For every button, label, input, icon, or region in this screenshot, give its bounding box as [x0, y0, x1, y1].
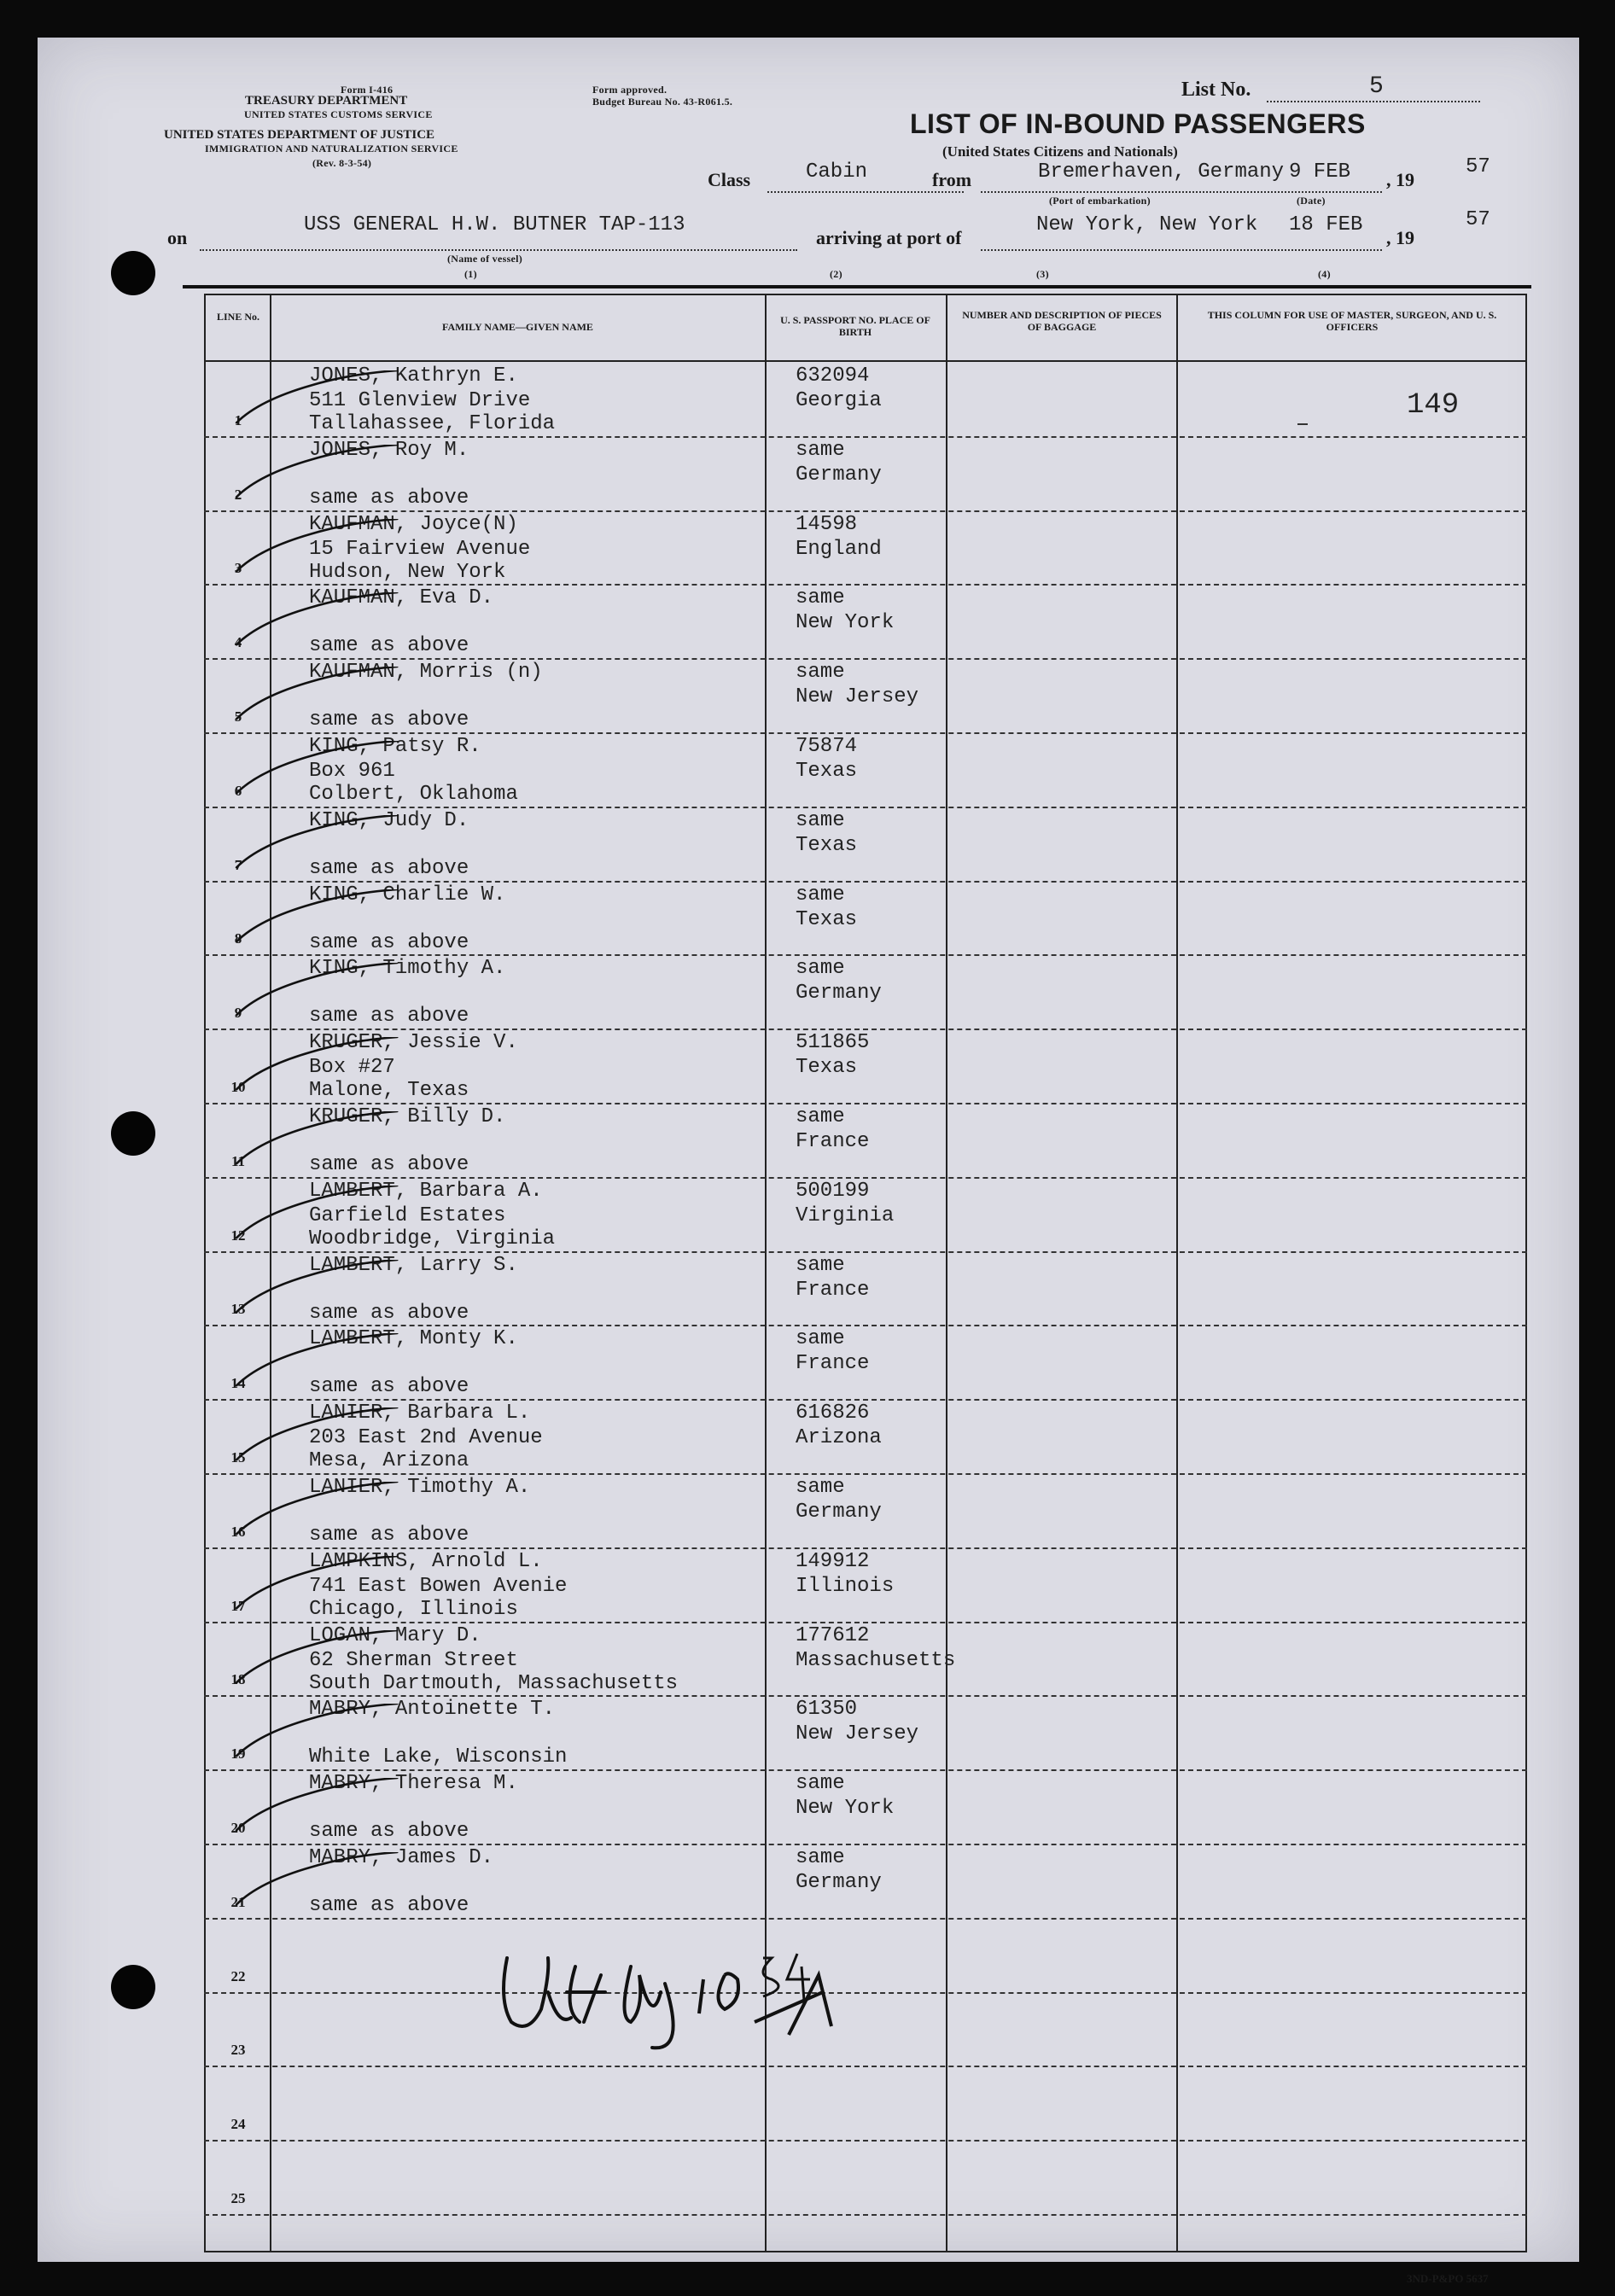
place-of-birth: Virginia [796, 1203, 895, 1227]
col-num-3: (3) [1036, 268, 1049, 280]
place-of-birth: Massachusetts [796, 1648, 956, 1672]
year-prefix-2: , 19 [1386, 227, 1414, 248]
passenger-address-line-2: same as above [309, 930, 469, 954]
place-of-birth: Texas [796, 760, 858, 783]
passport-number: 75874 [796, 735, 858, 758]
passport-number: 632094 [796, 364, 870, 388]
row-divider [204, 1918, 1527, 1920]
list-no-line [1267, 101, 1480, 102]
header-passport: U. S. PASSPORT NO. PLACE OF BIRTH [780, 314, 930, 338]
justice-dept: UNITED STATES DEPARTMENT OF JUSTICE [164, 128, 435, 142]
line-number: 25 [230, 2190, 246, 2206]
date-caption: (Date) [1297, 195, 1326, 207]
embark-port: Bremerhaven, Germany [1038, 160, 1285, 184]
place-of-birth: New Jersey [796, 1722, 919, 1746]
passenger-address-line-2: same as above [309, 634, 469, 658]
passenger-address-line-2: Tallahassee, Florida [309, 412, 556, 435]
page-title: LIST OF IN-BOUND PASSENGERS [910, 108, 1366, 139]
line-number: 19 [230, 1745, 246, 1763]
passenger-name: KRUGER, Billy D. [309, 1105, 506, 1128]
passenger-address-line-2: Chicago, Illinois [309, 1597, 518, 1621]
arrival-date: 18 FEB [1289, 213, 1363, 236]
passport-number: same [796, 808, 845, 832]
passenger-name: KING, Timothy A. [309, 957, 506, 981]
passenger-address-line-2: same as above [309, 1820, 469, 1844]
line-number: 22 [230, 1967, 246, 1984]
line-number: 18 [230, 1671, 246, 1688]
embark-caption: (Port of embarkation) [1049, 195, 1151, 207]
passport-number: same [796, 957, 845, 981]
passenger-address-line-1: 15 Fairview Avenue [309, 537, 531, 561]
header-line-no: LINE No. [216, 311, 259, 323]
header-name: FAMILY NAME—GIVEN NAME [442, 321, 593, 333]
from-label: from [932, 169, 972, 190]
passport-number: same [796, 586, 845, 610]
class-line [767, 191, 964, 193]
list-no-value: 5 [1369, 73, 1384, 100]
place-of-birth: Germany [796, 463, 882, 487]
passenger-name: LAMBERT, Barbara A. [309, 1179, 543, 1203]
passport-number: same [796, 1476, 845, 1499]
line-number: 6 [234, 782, 242, 799]
passenger-address-line-2: same as above [309, 1375, 469, 1399]
line-number: 12 [230, 1227, 246, 1244]
on-label: on [167, 227, 188, 248]
place-of-birth: Arizona [796, 1426, 882, 1450]
passenger-address-line-2: same as above [309, 1524, 469, 1547]
list-no-label: List No. [1181, 79, 1251, 101]
from-line [981, 191, 1382, 193]
line-number: 24 [230, 2116, 246, 2133]
col-num-4: (4) [1318, 268, 1331, 280]
passenger-address-line-2: White Lake, Wisconsin [309, 1745, 568, 1769]
passport-number: same [796, 883, 845, 906]
passenger-address-line-1: Box #27 [309, 1056, 395, 1080]
class-value: Cabin [806, 160, 868, 184]
revision-date: (Rev. 8-3-54) [312, 157, 372, 169]
treasury-dept: TREASURY DEPARTMENT [245, 94, 408, 108]
line-number: 20 [230, 1820, 246, 1836]
departure-date: 9 FEB [1289, 160, 1351, 184]
line-number: 5 [234, 708, 242, 725]
passenger-address-line-2: same as above [309, 708, 469, 732]
place-of-birth: France [796, 1278, 870, 1302]
vessel-name: USS GENERAL H.W. BUTNER TAP-113 [304, 213, 685, 236]
departure-year: 57 [1466, 155, 1490, 178]
line-number: 8 [234, 930, 242, 947]
customs-service: UNITED STATES CUSTOMS SERVICE [244, 108, 433, 120]
passport-number: same [796, 438, 845, 462]
passport-number: 511865 [796, 1031, 870, 1055]
handwritten-signature [481, 1941, 925, 2052]
line-number: 16 [230, 1523, 246, 1540]
place-of-birth: Georgia [796, 389, 882, 412]
passenger-name: LAMPKINS, Arnold L. [309, 1549, 543, 1573]
passport-number: 149912 [796, 1549, 870, 1573]
passenger-name: KAUFMAN, Eva D. [309, 586, 494, 610]
place-of-birth: France [796, 1352, 870, 1376]
passenger-address-line-2: same as above [309, 856, 469, 880]
place-of-birth: Germany [796, 982, 882, 1005]
line-number: 17 [230, 1597, 246, 1614]
passenger-name: LANIER, Timothy A. [309, 1476, 531, 1499]
manifest-sheet [38, 38, 1579, 2285]
line-number: 15 [230, 1449, 246, 1466]
passport-number: 616826 [796, 1401, 870, 1425]
place-of-birth: England [796, 537, 882, 561]
arrival-year: 57 [1466, 208, 1490, 231]
passenger-name: KAUFMAN, Morris (n) [309, 661, 543, 685]
place-of-birth: New York [796, 611, 895, 635]
place-of-birth: Illinois [796, 1574, 895, 1598]
passenger-address-line-2: same as above [309, 1301, 469, 1325]
row-divider [204, 2214, 1527, 2216]
header-officers: THIS COLUMN FOR USE OF MASTER, SURGEON, AND U. S. OFFICERS [1207, 309, 1497, 333]
footer-code: 3ND-P&PO 5637 [1407, 2272, 1489, 2285]
passenger-name: MABRY, Antoinette T. [309, 1698, 556, 1722]
passenger-address-line-1: Garfield Estates [309, 1203, 506, 1227]
row-divider [204, 2140, 1527, 2142]
punch-hole-middle [111, 1111, 155, 1156]
line-number: 10 [230, 1079, 246, 1095]
passenger-address-line-2: Colbert, Oklahoma [309, 783, 518, 806]
place-of-birth: Germany [796, 1501, 882, 1524]
passport-number: same [796, 661, 845, 685]
arrival-line [981, 249, 1382, 251]
passenger-name: MABRY, Theresa M. [309, 1772, 518, 1796]
place-of-birth: Germany [796, 1871, 882, 1894]
passenger-address-line-2: Mesa, Arizona [309, 1449, 469, 1473]
passenger-name: KING, Judy D. [309, 808, 469, 832]
punch-hole-top [111, 251, 155, 295]
passenger-name: JONES, Roy M. [309, 438, 469, 462]
table-top-rule [183, 285, 1531, 288]
col-divider-1 [270, 294, 271, 2252]
col-num-2: (2) [830, 268, 842, 280]
line-number: 2 [234, 486, 242, 503]
form-approved: Form approved. [592, 84, 668, 96]
form-number: Form I-416 [341, 84, 394, 96]
year-prefix-1: , 19 [1386, 169, 1414, 190]
place-of-birth: Texas [796, 833, 858, 857]
arrival-port: New York, New York [1036, 213, 1258, 236]
header-baggage: NUMBER AND DESCRIPTION OF PIECES OF BAGGAGE [962, 309, 1162, 333]
passport-number: same [796, 1327, 845, 1351]
passenger-address-line-1: 203 East 2nd Avenue [309, 1426, 543, 1450]
line-number: 23 [230, 2042, 246, 2059]
passenger-name: JONES, Kathryn E. [309, 364, 518, 388]
passenger-address-line-1: 62 Sherman Street [309, 1648, 518, 1672]
budget-bureau: Budget Bureau No. 43-R061.5. [592, 96, 733, 108]
immigration-service: IMMIGRATION AND NATURALIZATION SERVICE [205, 143, 458, 154]
passenger-name: KING, Charlie W. [309, 883, 506, 906]
place-of-birth: Texas [796, 907, 858, 931]
line-number: 14 [230, 1375, 246, 1392]
passenger-address-line-1: 741 East Bowen Avenie [309, 1574, 568, 1598]
passenger-address-line-2: same as above [309, 486, 469, 510]
passenger-name: LANIER, Barbara L. [309, 1401, 531, 1425]
passenger-name: LAMBERT, Monty K. [309, 1327, 518, 1351]
passenger-name: KRUGER, Jessie V. [309, 1031, 518, 1055]
passenger-name: KAUFMAN, Joyce(N) [309, 512, 518, 536]
passenger-address-line-2: South Dartmouth, Massachusetts [309, 1671, 679, 1695]
passenger-address-line-2: Hudson, New York [309, 560, 506, 584]
arriving-label: arriving at port of [816, 227, 962, 248]
passenger-address-line-2: Woodbridge, Virginia [309, 1227, 556, 1250]
passport-number: same [796, 1772, 845, 1796]
passenger-name: MABRY, James D. [309, 1846, 494, 1869]
page-subtitle: (United States Citizens and Nationals) [942, 143, 1178, 160]
line-number: 21 [230, 1893, 246, 1910]
place-of-birth: France [796, 1130, 870, 1153]
passenger-address-line-2: same as above [309, 1894, 469, 1917]
class-label: Class [708, 169, 751, 190]
line-number: 11 [230, 1152, 246, 1169]
officer-dash [1297, 423, 1308, 425]
passport-number: same [796, 1253, 845, 1277]
col-num-1: (1) [464, 268, 477, 280]
col-divider-4 [1176, 294, 1178, 2252]
line-number: 7 [234, 856, 242, 873]
col-divider-3 [946, 294, 947, 2252]
vessel-line [200, 249, 797, 251]
passport-number: 61350 [796, 1698, 858, 1722]
passport-number: same [796, 1846, 845, 1869]
passenger-address-line-1: 511 Glenview Drive [309, 389, 531, 412]
punch-hole-bottom [111, 1965, 155, 2009]
place-of-birth: Texas [796, 1056, 858, 1080]
passenger-name: KING, Patsy R. [309, 735, 481, 758]
passport-number: 177612 [796, 1623, 870, 1647]
passenger-name: LAMBERT, Larry S. [309, 1253, 518, 1277]
officer-note: 149 [1407, 389, 1460, 422]
passenger-name: LOGAN, Mary D. [309, 1623, 481, 1647]
header-rule [204, 360, 1527, 362]
line-number: 1 [234, 411, 242, 428]
line-number: 4 [234, 634, 242, 651]
passport-number: 500199 [796, 1179, 870, 1203]
passenger-address-line-2: same as above [309, 1005, 469, 1029]
place-of-birth: New Jersey [796, 685, 919, 709]
row-divider [204, 2066, 1527, 2067]
passenger-address-line-1: Box 961 [309, 760, 395, 783]
line-number: 13 [230, 1301, 246, 1318]
place-of-birth: New York [796, 1797, 895, 1821]
vessel-caption: (Name of vessel) [447, 253, 523, 265]
line-number: 3 [234, 560, 242, 577]
passport-number: same [796, 1105, 845, 1128]
passenger-address-line-2: Malone, Texas [309, 1079, 469, 1103]
passenger-address-line-2: same as above [309, 1153, 469, 1176]
line-number: 9 [234, 1005, 242, 1022]
passport-number: 14598 [796, 512, 858, 536]
